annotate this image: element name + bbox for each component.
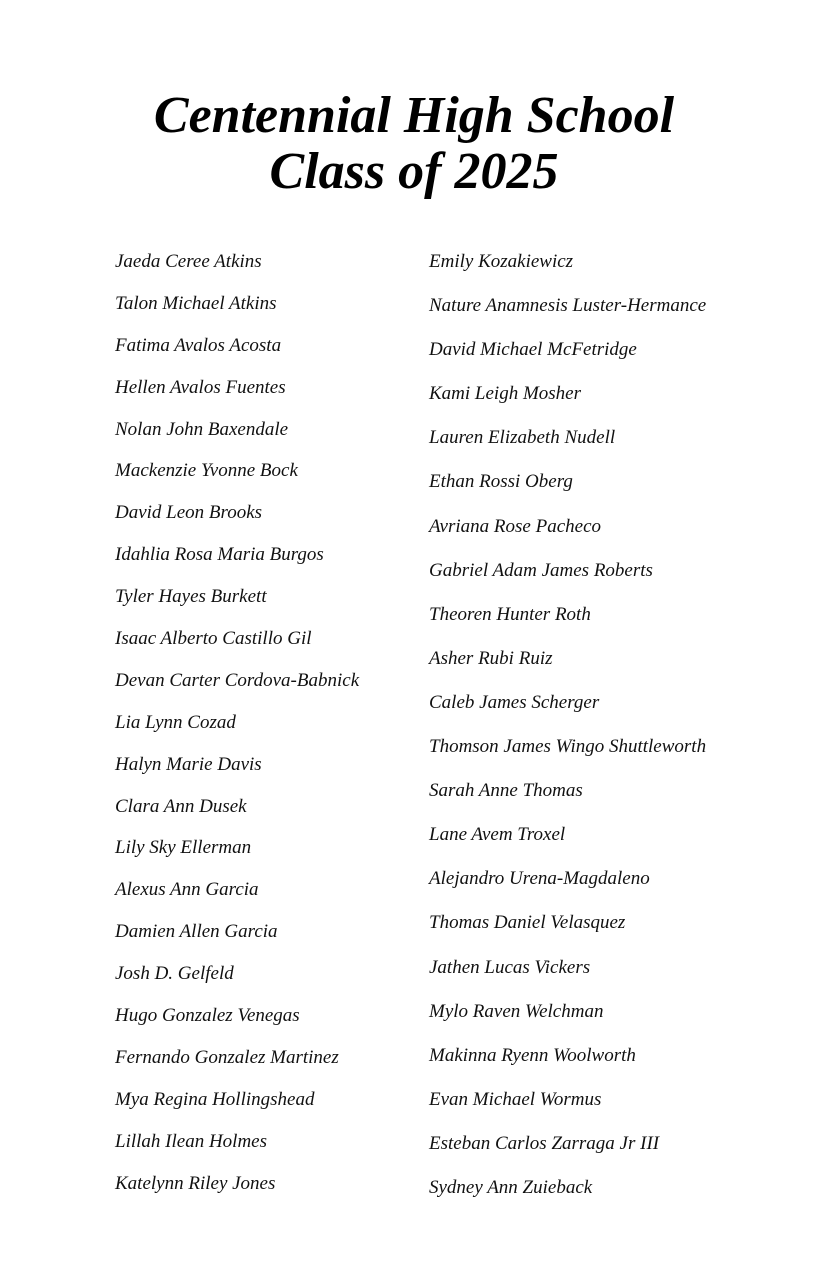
graduate-name: Mylo Raven Welchman (429, 1000, 604, 1022)
graduate-name: Mackenzie Yvonne Bock (115, 460, 298, 482)
graduate-name: David Leon Brooks (115, 502, 263, 524)
graduate-name: Sarah Anne Thomas (429, 780, 583, 802)
graduate-name: Tyler Hayes Burkett (115, 586, 267, 608)
graduate-name: Fernando Gonzalez Martinez (115, 1046, 339, 1068)
graduate-name: Alexus Ann Garcia (115, 879, 259, 901)
graduate-name: Fatima Avalos Acosta (115, 334, 282, 356)
graduate-name: Thomas Daniel Velasquez (429, 912, 626, 934)
graduate-name: Evan Michael Wormus (429, 1088, 602, 1110)
graduate-name: Lily Sky Ellerman (115, 837, 252, 859)
graduate-name: Makinna Ryenn Woolworth (429, 1044, 636, 1066)
graduate-name: Katelynn Riley Jones (115, 1172, 276, 1194)
graduate-name: Nolan John Baxendale (115, 418, 289, 440)
graduate-name: Caleb James Scherger (429, 691, 600, 713)
graduate-name: Jaeda Ceree Atkins (115, 251, 262, 272)
graduate-name: Sydney Ann Zuieback (429, 1176, 593, 1198)
graduate-name: Alejandro Urena-Magdaleno (429, 868, 650, 890)
graduate-name: Jathen Lucas Vickers (429, 956, 591, 978)
graduate-name: Asher Rubi Ruiz (429, 647, 553, 669)
graduate-name: Halyn Marie Davis (115, 753, 262, 775)
graduate-name: Lillah Ilean Holmes (115, 1130, 267, 1152)
graduate-name: Idahlia Rosa Maria Burgos (115, 544, 324, 566)
graduate-name: Isaac Alberto Castillo Gil (115, 628, 312, 650)
graduate-name: David Michael McFetridge (429, 339, 637, 361)
graduate-name: Lauren Elizabeth Nudell (429, 427, 616, 449)
graduate-list-left (115, 249, 359, 1212)
graduate-name: Josh D. Gelfeld (115, 963, 234, 985)
graduate-name: Theoren Hunter Roth (429, 603, 591, 625)
graduate-name: Nature Anamnesis Luster-Hermance (429, 295, 707, 317)
graduate-name: Mya Regina Hollingshead (115, 1088, 315, 1110)
graduate-name: Devan Carter Cordova-Babnick (115, 669, 360, 691)
graduate-name: Damien Allen Garcia (115, 921, 278, 943)
graduate-name: Ethan Rossi Oberg (429, 471, 573, 493)
graduate-name: Lia Lynn Cozad (115, 711, 236, 733)
graduate-list-right (429, 249, 706, 1219)
graduate-name: Avriana Rose Pacheco (429, 515, 602, 537)
graduate-name: Talon Michael Atkins (115, 292, 277, 314)
graduate-name: Gabriel Adam James Roberts (429, 559, 653, 581)
graduate-name: Lane Avem Troxel (429, 824, 566, 846)
page-title (0, 88, 825, 200)
graduate-name: Thomson James Wingo Shuttleworth (429, 736, 707, 758)
school-name: Centennial High School (153, 87, 675, 144)
class-year: Class of 2025 (269, 143, 559, 200)
graduate-name: Hellen Avalos Fuentes (115, 376, 286, 398)
graduate-name: Kami Leigh Mosher (429, 383, 581, 405)
graduate-name: Esteban Carlos Zarraga Jr III (429, 1132, 660, 1154)
graduate-name: Hugo Gonzalez Venegas (115, 1005, 300, 1027)
graduate-name: Clara Ann Dusek (115, 795, 247, 817)
graduate-name: Emily Kozakiewicz (429, 251, 574, 272)
